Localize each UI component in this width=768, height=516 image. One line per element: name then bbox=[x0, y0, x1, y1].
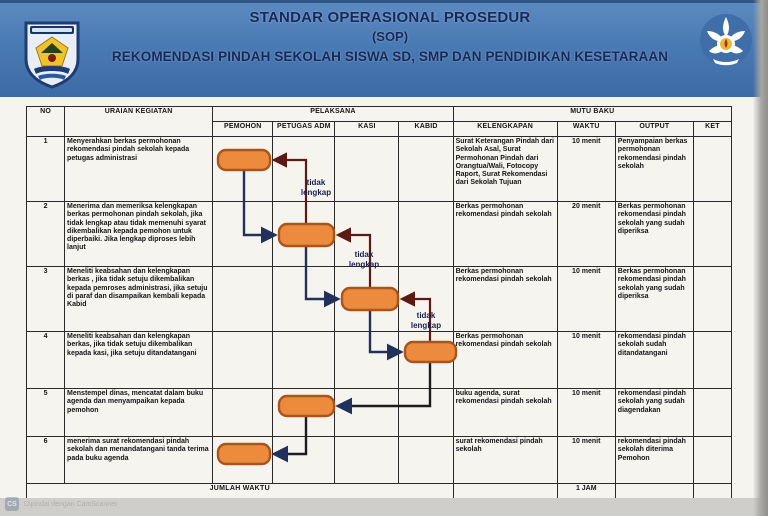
table-row-4 bbox=[27, 332, 732, 389]
title-line-3: REKOMENDASI PINDAH SEKOLAH SISWA SD, SMP DAN PENDIDIKAN KESETARAAN bbox=[111, 49, 669, 64]
camscanner-watermark bbox=[5, 497, 117, 511]
col-header-kelengkapan: KELENGKAPAN bbox=[453, 122, 557, 137]
cell-output: Penyampaian berkas permohonan rekomendasi pindah sekolah bbox=[615, 137, 693, 202]
cell-uraian: Meneliti keabsahan dan kelengkapan berkas , jika tidak setuju dikembalikan kepada pemroses administrasi, jika setuju di paraf dan disampaikan kembali kepada Kabid bbox=[65, 267, 213, 332]
document-title bbox=[90, 9, 690, 64]
document-sheet bbox=[0, 97, 753, 500]
cell-no: 1 bbox=[27, 137, 65, 202]
table-row-5 bbox=[27, 389, 732, 437]
cell-ket bbox=[693, 437, 731, 484]
col-header-pemohon: PEMOHON bbox=[213, 122, 273, 137]
cell-ket bbox=[693, 332, 731, 389]
title-line-1: STANDAR OPERASIONAL PROSEDUR bbox=[249, 9, 531, 26]
title-line-2: (SOP) bbox=[371, 29, 409, 44]
cell-ket bbox=[693, 202, 731, 267]
cell-kelengkapan: Berkas permohonan rekomendasi pindah sekolah bbox=[453, 332, 557, 389]
cell-waktu: 20 menit bbox=[557, 202, 615, 267]
cell-uraian: Menstempel dinas, mencatat dalam buku agenda dan menyampaikan kepada pemohon bbox=[65, 389, 213, 437]
svg-text:tidak: tidak bbox=[306, 178, 326, 187]
camscanner-text: Dipindai dengan CamScanner bbox=[24, 500, 118, 508]
cell-no: 5 bbox=[27, 389, 65, 437]
cell-waktu: 10 menit bbox=[557, 332, 615, 389]
col-header-kabid: KABID bbox=[399, 122, 453, 137]
sop-table bbox=[26, 106, 732, 500]
table-row-3 bbox=[27, 267, 732, 332]
svg-text:lengkap: lengkap bbox=[300, 188, 332, 197]
table-row-2 bbox=[27, 202, 732, 267]
cell-kelengkapan: surat rekomendasi pindah sekolah bbox=[453, 437, 557, 484]
camscanner-badge: CS bbox=[5, 497, 19, 511]
col-header-waktu: WAKTU bbox=[557, 122, 615, 137]
regional-coat-of-arms-logo bbox=[22, 19, 82, 89]
jumlah-waktu-total: 1 JAM bbox=[557, 484, 615, 500]
col-header-output: OUTPUT bbox=[615, 122, 693, 137]
cell-waktu: 10 menit bbox=[557, 267, 615, 332]
cell-output: Berkas permohonan rekomendasi pindah sekolah yang sudah diperiksa bbox=[615, 267, 693, 332]
col-header-uraian-kegiatan: URAIAN KEGIATAN bbox=[65, 107, 213, 137]
cell-kelengkapan: Berkas permohonan rekomendasi pindah sekolah bbox=[453, 267, 557, 332]
cell-kelengkapan: buku agenda, surat rekomendasi pindah sekolah bbox=[453, 389, 557, 437]
svg-text:lengkap: lengkap bbox=[348, 260, 380, 269]
cell-waktu: 10 menit bbox=[557, 137, 615, 202]
cell-ket bbox=[693, 389, 731, 437]
cell-waktu: 10 menit bbox=[557, 389, 615, 437]
cell-waktu: 10 menit bbox=[557, 437, 615, 484]
table-row-6 bbox=[27, 437, 732, 484]
table-header-row-1 bbox=[27, 107, 732, 122]
cell-no: 6 bbox=[27, 437, 65, 484]
col-group-pelaksana: PELAKSANA bbox=[213, 107, 453, 122]
cell-uraian: Menyerahkan berkas permohonan rekomendasi pindah sekolah kepada petugas administrasi bbox=[65, 137, 213, 202]
cell-uraian: Menerima dan memeriksa kelengkapan berkas permohonan pindah sekolah, jika tidak lengkap atau tidak memenuhi syarat dikembalikan kepada pemohon untuk diperbaiki. Jika lengkap diproses lebih lanjut bbox=[65, 202, 213, 267]
tut-wuri-handayani-logo bbox=[697, 11, 755, 69]
col-group-mutu-baku: MUTU BAKU bbox=[453, 107, 731, 122]
col-header-ket: KET bbox=[693, 122, 731, 137]
svg-text:tidak: tidak bbox=[354, 250, 374, 259]
cell-uraian: menerima surat rekomendasi pindah sekolah dan menandatangani tanda terima pada buku agenda bbox=[65, 437, 213, 484]
cell-no: 2 bbox=[27, 202, 65, 267]
cell-ket bbox=[693, 137, 731, 202]
cell-output: rekomendasi pindah sekolah diterima Pemohon bbox=[615, 437, 693, 484]
cell-uraian: Meneliti keabsahan dan kelengkapan berkas, jika tidak setuju dikembalikan kepada kasi, jika setuju ditandatangani bbox=[65, 332, 213, 389]
cell-output: Berkas permohonan rekomendasi pindah sekolah yang sudah diperiksa bbox=[615, 202, 693, 267]
table-row-1 bbox=[27, 137, 732, 202]
svg-text:tidak: tidak bbox=[416, 311, 436, 320]
cell-kelengkapan: Surat Keterangan Pindah dari Sekolah Asal, Surat Permohonan Pindah dari Orangtua/Wali, Fotocopy Raport, Surat Rekomendasi dari Sekolah Tujuan bbox=[453, 137, 557, 202]
svg-text:lengkap: lengkap bbox=[410, 321, 442, 330]
header-band bbox=[0, 0, 768, 97]
col-header-kasi: KASI bbox=[335, 122, 399, 137]
cell-no: 4 bbox=[27, 332, 65, 389]
cell-no: 3 bbox=[27, 267, 65, 332]
cell-kelengkapan: Berkas permohonan rekomendasi pindah sekolah bbox=[453, 202, 557, 267]
scan-right-edge bbox=[753, 0, 768, 516]
cell-output: rekomendasi pindah sekolah sudah ditandatangani bbox=[615, 332, 693, 389]
cell-output: rekomendasi pindah sekolah yang sudah diagendakan bbox=[615, 389, 693, 437]
col-header-no: NO bbox=[27, 107, 65, 137]
col-header-petugas-adm: PETUGAS ADM bbox=[273, 122, 335, 137]
jumlah-waktu-label: JUMLAH WAKTU bbox=[27, 484, 454, 500]
cell-ket bbox=[693, 267, 731, 332]
